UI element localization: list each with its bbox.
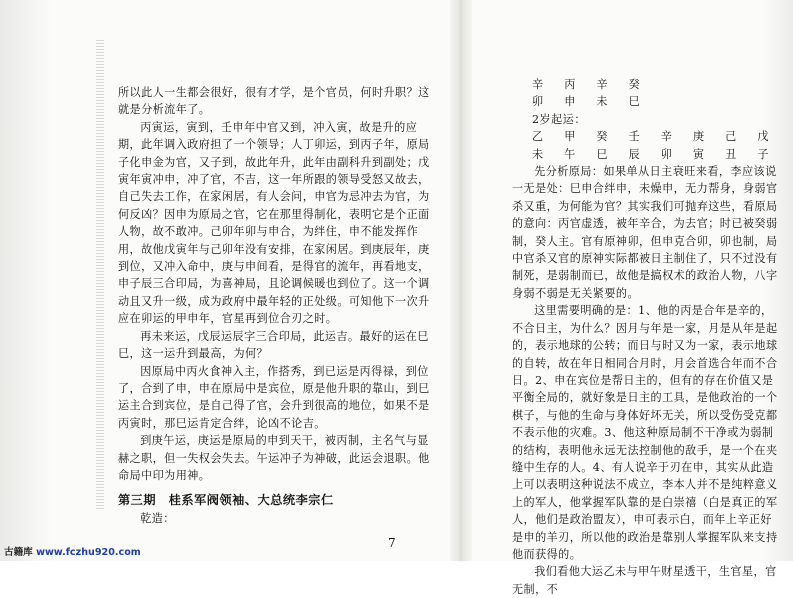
pillar-line-branches: 卯 申 未 巳 [532, 95, 645, 109]
left-paragraph-1: 所以此人一生都会很好，很有才学，是个官员，何时升职？这就是分析流年了。 [118, 86, 430, 117]
left-page [118, 84, 440, 527]
left-page-stack-edges [96, 40, 104, 510]
left-page-edge-shadow [0, 0, 52, 561]
page-number: 7 [388, 536, 396, 550]
left-last-line: 乾造： [140, 511, 175, 525]
left-paragraph-3: 再未来运，戊辰运辰字三合印局，此运吉。最好的运在巳巳，这一运升到最高，为何？ [118, 329, 429, 361]
right-page [512, 76, 782, 598]
left-paragraph-4: 因原局中丙火食神入主，作搭秀，到已运是丙得禄，到位了，合到了申，申在原局中是宾位，原是他升职的靠山，到巳运主合到宾位，是自己得了官，会升到很高的地位，如果不是丙寅时，那巳运肯定合绊，论凶不论吉。 [118, 364, 430, 430]
right-paragraph-2: 这里需要明确的是：1、他的丙是合年是辛的，不合日主，为什么？因月与年是一家，月是从年是起的，表示地球的公转；而日与时又为一家，表示地球的自转，故在年日相同合月时，月会首选合年而不合日。2、申在宾位是帮日主的，但有的存在价值又是平衡全局的，就好象是日主的工具，是他政治的一个棋子，与他的生命与身体好坏无关，所以受伤受克都不表示他的灾难。3、他这种原局制不干净或为弱制的结构，表明他永远无法控制他的敌手，是一个在夹缝中生存的人。4、有人说辛于刃在申，其实从此造上可以表明这种说法不成立，李本人并不是纯粹意义上的军人，他掌握军队靠的是白崇禧（白是真正的军人，他们是政治盟友），申可表示白，而年上辛正好是申的羊刃，所以他的政治是靠别人掌握军队来支持他而获得的。 [512, 304, 778, 561]
left-paragraph-5: 到庚午运，庚运是原局的申到天干，被丙制，主名气与显赫之职，但一失权会失去。午运冲子为神破，此运会退职。他命局中印为用神。 [118, 434, 430, 482]
book-gutter [450, 0, 472, 561]
luck-branches: 未 午 巳 辰 卯 寅 丑 子 [532, 147, 774, 161]
right-paragraph-1: 先分析原局：如果单从日主衰旺来看，李应该说一无是处：巳申合绊申，未燥申，无力帮身，身弱官杀又重，为何能为官？其实我们可抛弃这些，看原局的意向：丙官虚透，被年辛合，为去官；时已被癸弱制，癸人主。官有原神卯，但申克合卯，卯也制，局中官杀又官的原神实际都被日主制住了，只不过没有制死，是弱制而已，故他是搞权术的政治人物，八字身弱不弱是无关紧要的。 [512, 165, 778, 300]
pillar-line-stems: 辛 丙 辛 癸 [532, 78, 645, 91]
watermark-url: www.fczhu920.com [36, 547, 141, 558]
luck-start-age: 2岁起运： [532, 112, 586, 126]
luck-stems: 乙 甲 癸 壬 辛 庚 己 戊 [532, 130, 774, 144]
watermark [4, 544, 141, 558]
left-paragraph-2: 丙寅运，寅到，壬申年中官又到，冲入寅，故是升的应期，此年调入政府担了一个领导；人丁卯运，到丙子年，原局子化申金为官，又子到，故此年升，此年由副科升到副处；戊寅年寅冲申，冲了官，不吉，这一年所跟的领导受怒又故去，自己失去工作，在家闲居，有人会问，申官为忌冲去为官，为何反凶？因申为原局之官，它在那里得制化，表明它是个正面人物，故不敢冲。己卯年卯与申合，为绊住，申不能发挥作用，故他戊寅年与己卯年没有安排，在家闲居。到庚辰年，庚到位，又冲入命中，庚与申间看，是得官的流年，再看地支，申子辰三合印局，为喜神局，且论调候暖也到位了。这一个调动且又升一级，成为政府中最年轻的正处级。可知他下一次升应在卯运的甲申年，官星再到位合刃之时。 [118, 120, 430, 326]
watermark-site: 古籍库 [4, 547, 33, 558]
chapter-heading: 第三期 桂系军阀领袖、大总统李宗仁 [118, 493, 334, 508]
right-last-line: 我们看他大运乙未与甲午财星透干，生官星，官无制，不 [512, 565, 777, 596]
